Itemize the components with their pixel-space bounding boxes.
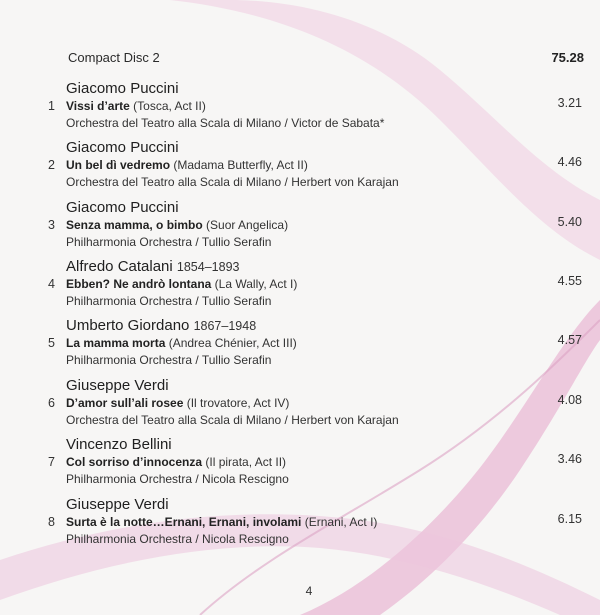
track-number: 1 (48, 99, 55, 113)
track-duration: 6.15 (557, 512, 582, 526)
track-duration: 4.46 (557, 155, 582, 169)
track-5 (0, 317, 600, 375)
track-duration: 4.57 (557, 333, 582, 347)
track-number: 4 (48, 277, 55, 291)
performers: Philharmonia Orchestra / Tullio Serafin (66, 294, 272, 308)
performers: Orchestra del Teatro alla Scala di Milano / Victor de Sabata* (66, 116, 385, 130)
work-title: Vissi d’arte (Tosca, Act II) (66, 99, 206, 113)
composer: Giuseppe Verdi (66, 496, 169, 513)
disc-total-duration: 75.28 (551, 50, 584, 65)
composer: Giacomo Puccini (66, 139, 179, 156)
composer: Giacomo Puccini (66, 199, 179, 216)
track-8 (0, 496, 600, 554)
track-number: 6 (48, 396, 55, 410)
track-2 (0, 139, 600, 197)
track-4 (0, 258, 600, 316)
track-6 (0, 377, 600, 435)
composer: Giuseppe Verdi (66, 377, 169, 394)
performers: Philharmonia Orchestra / Nicola Rescigno (66, 532, 289, 546)
track-number: 3 (48, 218, 55, 232)
work-title: Col sorriso d’innocenza (Il pirata, Act II) (66, 455, 287, 469)
track-duration: 4.55 (557, 274, 582, 288)
track-7 (0, 436, 600, 494)
composer: Umberto Giordano 1867–1948 (66, 317, 257, 334)
work-title: Surta è la notte…Ernani, Ernani, involami (Ernani, Act I) (66, 515, 378, 529)
work-title: D’amor sull’ali rosee (Il trovatore, Act IV) (66, 396, 290, 410)
track-duration: 4.08 (557, 393, 582, 407)
track-duration: 3.21 (557, 96, 582, 110)
performers: Orchestra del Teatro alla Scala di Milano / Herbert von Karajan (66, 175, 399, 189)
composer: Vincenzo Bellini (66, 436, 172, 453)
track-number: 5 (48, 336, 55, 350)
performers: Orchestra del Teatro alla Scala di Milano / Herbert von Karajan (66, 413, 399, 427)
performers: Philharmonia Orchestra / Tullio Serafin (66, 353, 272, 367)
composer: Giacomo Puccini (66, 80, 179, 97)
composer-dates: 1867–1948 (193, 319, 257, 333)
composer: Alfredo Catalani 1854–1893 (66, 258, 240, 275)
track-number: 8 (48, 515, 55, 529)
work-title: La mamma morta (Andrea Chénier, Act III) (66, 336, 297, 350)
performers: Philharmonia Orchestra / Tullio Serafin (66, 235, 272, 249)
performers: Philharmonia Orchestra / Nicola Rescigno (66, 472, 289, 486)
track-3 (0, 199, 600, 257)
composer-dates: 1854–1893 (176, 260, 240, 274)
work-title: Un bel dì vedremo (Madama Butterfly, Act II) (66, 158, 308, 172)
track-duration: 3.46 (557, 452, 582, 466)
page-number: 4 (305, 584, 313, 598)
disc-title: Compact Disc 2 (68, 50, 160, 65)
work-title: Ebben? Ne andrò lontana (La Wally, Act I) (66, 277, 298, 291)
track-1 (0, 80, 600, 138)
disc-header (68, 50, 584, 70)
track-number: 2 (48, 158, 55, 172)
track-duration: 5.40 (557, 215, 582, 229)
work-title: Senza mamma, o bimbo (Suor Angelica) (66, 218, 289, 232)
track-number: 7 (48, 455, 55, 469)
